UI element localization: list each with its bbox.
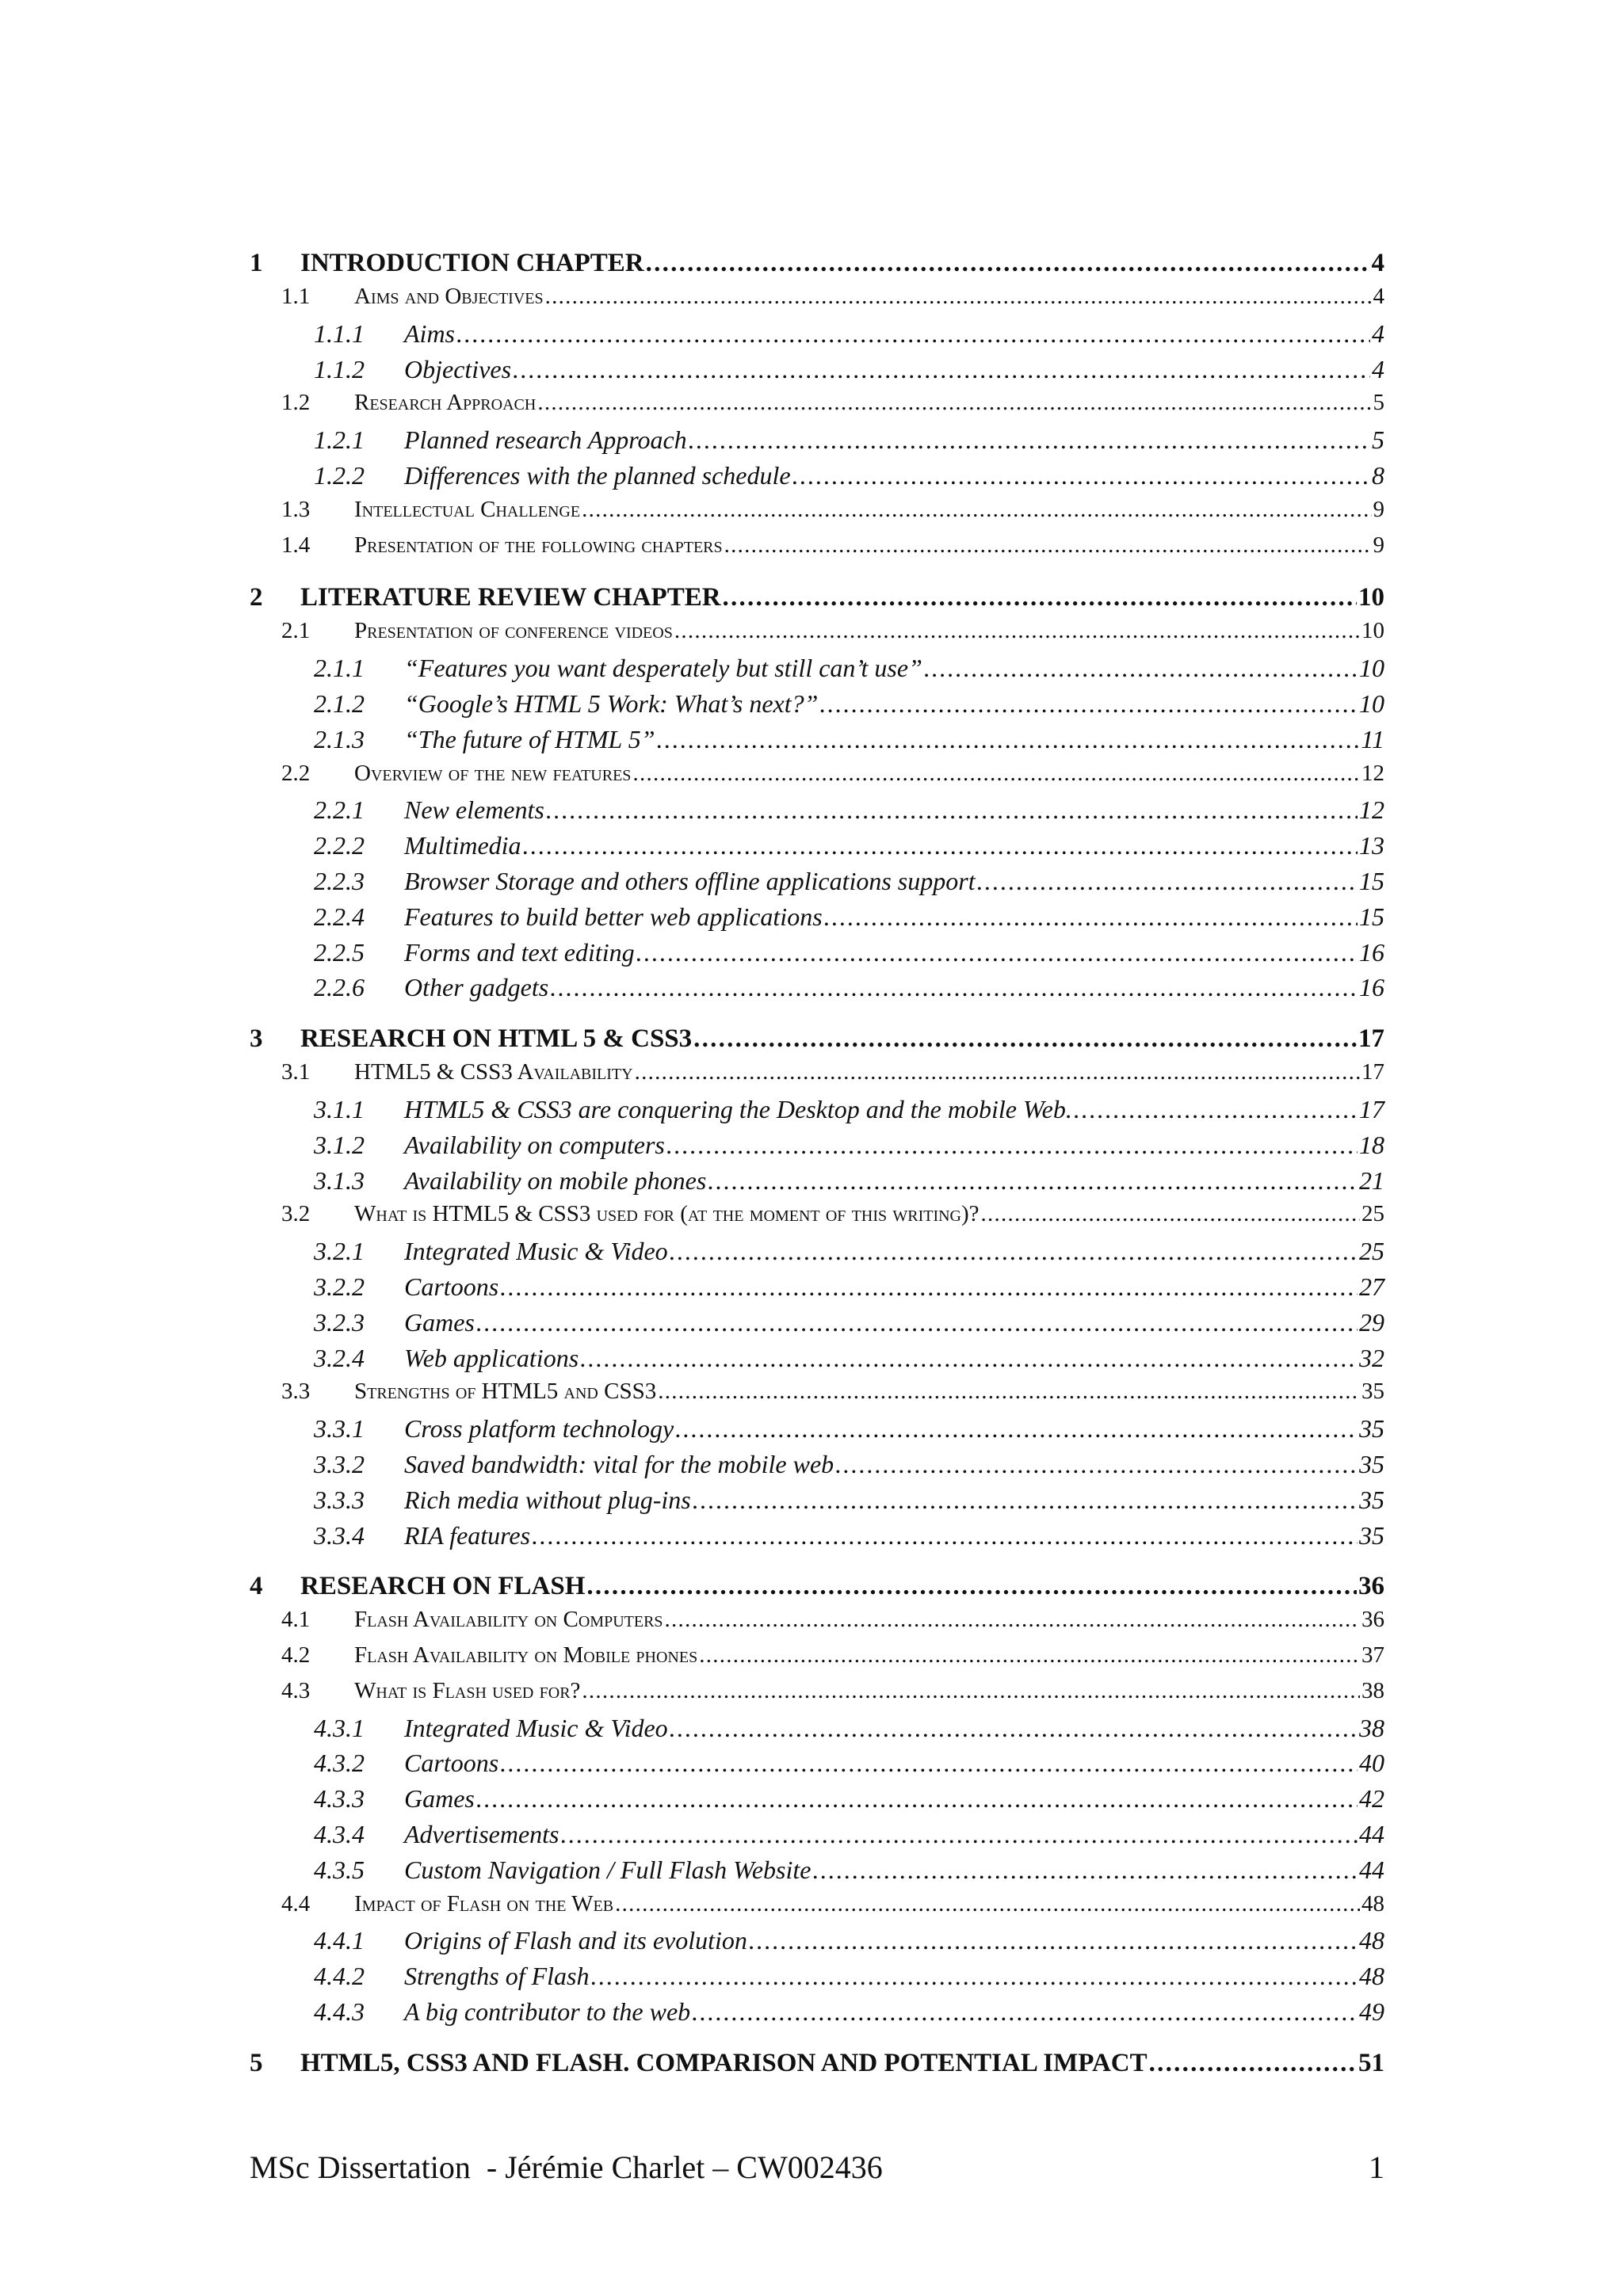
toc-entry-title: “Google’s HTML 5 Work: What’s next?” [404, 688, 819, 718]
toc-entry-page: 9 [1373, 532, 1384, 558]
toc-entry-level3[interactable] [250, 1855, 1384, 1891]
toc-entry-page: 10 [1358, 583, 1384, 612]
toc-dot-leader [977, 867, 1358, 896]
toc-entry-title: Custom Navigation / Full Flash Website [404, 1855, 812, 1884]
toc-entry-level3[interactable] [250, 355, 1384, 391]
toc-entry-number: 4.4 [281, 1890, 311, 1917]
toc-entry-page: 10 [1361, 618, 1384, 644]
toc-entry-title: HTML5 & CSS3 Availability [354, 1059, 633, 1085]
toc-dot-leader [537, 390, 1371, 416]
toc-entry-title: Browser Storage and others offline applications support [404, 866, 976, 895]
toc-entry-number: 1.2.1 [314, 425, 365, 455]
toc-entry-page: 38 [1359, 1713, 1384, 1742]
toc-entry-title: HTML5 & CSS3 are conquering the Desktop and the mobile Web. [404, 1094, 1072, 1123]
toc-entry-level3[interactable] [250, 461, 1384, 497]
toc-entry-level3[interactable] [250, 725, 1384, 761]
toc-entry-page: 13 [1359, 831, 1384, 860]
toc-entry-number: 1.1.1 [314, 318, 365, 348]
toc-entry-page: 35 [1359, 1449, 1384, 1478]
toc-entry-title: Presentation of the following chapters [354, 532, 723, 558]
toc-entry-title: Strengths of HTML5 and CSS3 [354, 1379, 657, 1405]
toc-entry-level2[interactable] [250, 1059, 1384, 1095]
toc-entry-title: Objectives [404, 354, 512, 383]
toc-dot-leader [646, 249, 1370, 278]
toc-entry-level3[interactable] [250, 1749, 1384, 1784]
toc-entry-level3[interactable] [250, 1095, 1384, 1131]
toc-entry-number: 3.2.1 [314, 1237, 365, 1266]
toc-entry-title: Availability on computers [404, 1130, 665, 1159]
toc-entry-title: Overview of the new features [354, 760, 632, 786]
toc-entry-number: 4.4.3 [314, 1997, 365, 2027]
toc-entry-level3[interactable] [250, 1450, 1384, 1486]
toc-entry-title: What is Flash used for? [354, 1677, 581, 1703]
toc-entry-title: Advertisements [404, 1820, 559, 1849]
toc-dot-leader [666, 1131, 1358, 1160]
toc-entry-level3[interactable] [250, 1308, 1384, 1344]
toc-entry-title: Web applications [404, 1343, 579, 1372]
toc-entry-title: Impact of Flash on the Web [354, 1890, 614, 1917]
toc-entry-number: 3.1.3 [314, 1165, 365, 1195]
toc-entry-title: Strengths of Flash [404, 1962, 590, 1991]
toc-entry-page: 9 [1373, 496, 1384, 522]
toc-entry-page: 36 [1361, 1607, 1384, 1633]
toc-entry-title: “The future of HTML 5” [404, 724, 655, 753]
toc-entry-title: Cartoons [404, 1272, 499, 1301]
toc-entry-title: Availability on mobile phones [404, 1165, 707, 1195]
toc-dot-leader [532, 1521, 1358, 1550]
toc-entry-title: RESEARCH ON HTML 5 & CSS3 [300, 1024, 693, 1054]
toc-entry-level1[interactable] [250, 2049, 1384, 2084]
toc-entry-level3[interactable] [250, 831, 1384, 867]
toc-dot-leader [835, 1450, 1358, 1479]
toc-entry-title: Aims [404, 318, 455, 348]
toc-entry-page: 48 [1359, 1926, 1384, 1955]
toc-entry-page: 51 [1358, 2048, 1384, 2077]
toc-dot-leader [824, 902, 1358, 932]
toc-entry-page: 17 [1358, 1024, 1384, 1054]
toc-entry-title: Differences with the planned schedule [404, 460, 791, 490]
toc-entry-level3[interactable] [250, 795, 1384, 831]
toc-entry-page: 17 [1359, 1094, 1384, 1123]
toc-entry-page: 35 [1359, 1414, 1384, 1444]
toc-dot-leader [513, 355, 1370, 384]
toc-entry-page: 10 [1359, 688, 1384, 718]
toc-entry-level2[interactable] [250, 284, 1384, 319]
toc-entry-page: 35 [1359, 1520, 1384, 1550]
toc-entry-page: 27 [1359, 1272, 1384, 1301]
toc-entry-number: 3.3.4 [314, 1520, 365, 1550]
toc-dot-leader [1149, 2049, 1357, 2078]
toc-entry-level2[interactable] [250, 390, 1384, 425]
toc-entry-page: 18 [1359, 1130, 1384, 1159]
toc-entry-page: 37 [1361, 1642, 1384, 1669]
toc-dot-leader [819, 689, 1358, 719]
toc-entry-title: “Features you want desperately but still can’t use” [404, 654, 922, 683]
toc-entry-level3[interactable] [250, 689, 1384, 725]
toc-entry-title: Features to build better web applications [404, 902, 823, 931]
toc-entry-number: 4.3.4 [314, 1820, 365, 1849]
toc-entry-title: Cartoons [404, 1749, 499, 1778]
toc-entry-number: 2.1.2 [314, 688, 365, 718]
toc-entry-level3[interactable] [250, 1237, 1384, 1272]
toc-entry-level3[interactable] [250, 1131, 1384, 1166]
toc-entry-number: 2.2.5 [314, 937, 365, 967]
toc-dot-leader [523, 831, 1358, 860]
toc-dot-leader [723, 583, 1357, 612]
toc-entry-title: Rich media without plug-ins [404, 1485, 691, 1514]
toc-entry-number: 3.2.4 [314, 1343, 365, 1372]
toc-entry-number: 3.3 [281, 1379, 311, 1405]
toc-entry-page: 25 [1361, 1201, 1384, 1227]
toc-dot-leader [749, 1926, 1358, 1955]
toc-entry-title: Other gadgets [404, 973, 549, 1002]
toc-entry-number: 4.4.1 [314, 1926, 365, 1955]
toc-entry-number: 3.3.1 [314, 1414, 365, 1444]
toc-entry-number: 3.1.1 [314, 1094, 365, 1123]
toc-entry-level3[interactable] [250, 425, 1384, 461]
toc-entry-level2[interactable] [250, 1201, 1384, 1237]
toc-entry-title: Presentation of conference videos [354, 618, 673, 644]
toc-entry-level3[interactable] [250, 1272, 1384, 1308]
toc-entry-number: 2.2.2 [314, 831, 365, 860]
toc-entry-page: 32 [1359, 1343, 1384, 1372]
toc-dot-leader [708, 1166, 1358, 1196]
toc-entry-level3[interactable] [250, 1820, 1384, 1855]
toc-entry-level3[interactable] [250, 938, 1384, 974]
toc-entry-number: 4.2 [281, 1642, 311, 1669]
toc-entry-page: 4 [1371, 249, 1384, 277]
toc-entry-page: 17 [1361, 1059, 1384, 1085]
toc-entry-level1[interactable] [250, 583, 1384, 618]
toc-entry-title: Games [404, 1784, 475, 1814]
toc-dot-leader [670, 1237, 1358, 1266]
toc-entry-page: 16 [1359, 973, 1384, 1002]
toc-dot-leader [699, 1642, 1360, 1669]
toc-entry-number: 1.4 [281, 532, 311, 558]
toc-dot-leader [550, 973, 1358, 1002]
toc-entry-page: 35 [1361, 1379, 1384, 1405]
toc-entry-level3[interactable] [250, 902, 1384, 938]
toc-entry-number: 4.3.2 [314, 1749, 365, 1778]
toc-dot-leader [658, 1379, 1360, 1405]
toc-entry-number: 1.2 [281, 390, 311, 416]
toc-entry-number: 3.2 [281, 1201, 311, 1227]
toc-entry-page: 12 [1359, 795, 1384, 825]
toc-entry-title: Flash Availability on Computers [354, 1607, 663, 1633]
toc-entry-number: 2.1.1 [314, 654, 365, 683]
toc-entry-title: HTML5, CSS3 AND FLASH. COMPARISON AND POTENTIAL IMPACT [300, 2048, 1148, 2077]
toc-entry-page: 40 [1359, 1749, 1384, 1778]
toc-entry-number: 3.2.2 [314, 1272, 365, 1301]
toc-dot-leader [586, 1572, 1357, 1601]
toc-entry-number: 1.1 [281, 284, 311, 309]
toc-dot-leader [476, 1308, 1358, 1337]
toc-entry-number: 5 [250, 2048, 263, 2077]
toc-entry-level3[interactable] [250, 1166, 1384, 1202]
toc-entry-level2[interactable] [250, 1678, 1384, 1714]
toc-entry-page: 44 [1359, 1855, 1384, 1884]
toc-dot-leader [546, 795, 1358, 825]
toc-entry-page: 25 [1359, 1237, 1384, 1266]
toc-dot-leader [689, 425, 1370, 455]
toc-entry-page: 21 [1359, 1165, 1384, 1195]
toc-entry-title: Research Approach [354, 390, 537, 416]
toc-entry-number: 2.2.4 [314, 902, 365, 931]
toc-entry-number: 4.3.3 [314, 1784, 365, 1814]
toc-dot-leader [582, 1678, 1360, 1704]
toc-entry-page: 11 [1361, 724, 1384, 753]
toc-dot-leader [924, 654, 1358, 683]
toc-entry-level2[interactable] [250, 1607, 1384, 1642]
toc-entry-page: 15 [1359, 902, 1384, 931]
toc-entry-page: 48 [1361, 1890, 1384, 1917]
toc-entry-number: 4.3.5 [314, 1855, 365, 1884]
toc-entry-level3[interactable] [250, 319, 1384, 355]
toc-entry-number: 2 [250, 583, 263, 612]
toc-dot-leader [693, 1024, 1357, 1054]
toc-entry-page: 5 [1373, 390, 1384, 416]
toc-entry-level3[interactable] [250, 654, 1384, 689]
toc-dot-leader [590, 1962, 1358, 1991]
toc-entry-level3[interactable] [250, 1926, 1384, 1962]
toc-entry-title: LITERATURE REVIEW CHAPTER [300, 583, 721, 612]
toc-entry-page: 48 [1359, 1962, 1384, 1991]
toc-entry-title: What is HTML5 & CSS3 used for (at the moment of this writing)? [354, 1201, 980, 1227]
toc-entry-title: Multimedia [404, 831, 521, 860]
toc-dot-leader [476, 1784, 1358, 1814]
toc-entry-title: Saved bandwidth: vital for the mobile web [404, 1449, 834, 1478]
footer-text: MSc Dissertation - Jérémie Charlet – CW002436 [250, 2149, 883, 2185]
toc-entry-title: Flash Availability on Mobile phones [354, 1642, 698, 1669]
toc-entry-page: 38 [1361, 1677, 1384, 1703]
table-of-contents [250, 249, 1384, 2084]
toc-dot-leader [561, 1820, 1358, 1849]
toc-entry-number: 3 [250, 1024, 263, 1054]
toc-entry-level3[interactable] [250, 1344, 1384, 1379]
toc-entry-number: 4.3 [281, 1677, 311, 1703]
toc-entry-number: 3.1 [281, 1059, 311, 1085]
toc-entry-title: Forms and text editing [404, 937, 635, 967]
toc-entry-page: 44 [1359, 1820, 1384, 1849]
toc-entry-title: RIA features [404, 1520, 531, 1550]
toc-entry-page: 5 [1372, 425, 1384, 455]
toc-entry-level3[interactable] [250, 1962, 1384, 1997]
toc-entry-number: 1 [250, 249, 263, 277]
toc-entry-level3[interactable] [250, 1784, 1384, 1820]
toc-entry-number: 3.2.3 [314, 1307, 365, 1337]
toc-entry-page: 35 [1359, 1485, 1384, 1514]
toc-entry-number: 2.2 [281, 760, 311, 786]
toc-dot-leader [674, 618, 1360, 644]
toc-entry-level2[interactable] [250, 1379, 1384, 1414]
toc-entry-page: 4 [1372, 354, 1384, 383]
toc-entry-level3[interactable] [250, 1521, 1384, 1557]
toc-entry-number: 3.3.3 [314, 1485, 365, 1514]
toc-entry-level1[interactable] [250, 1572, 1384, 1607]
toc-dot-leader [635, 1059, 1360, 1085]
toc-entry-level3[interactable] [250, 1486, 1384, 1521]
toc-dot-leader [1074, 1095, 1358, 1124]
toc-entry-title: RESEARCH ON FLASH [300, 1572, 586, 1601]
toc-entry-title: Planned research Approach [404, 425, 687, 455]
toc-entry-number: 3.1.2 [314, 1130, 365, 1159]
toc-dot-leader [456, 319, 1370, 349]
toc-entry-level2[interactable] [250, 618, 1384, 654]
toc-entry-level1[interactable] [250, 1024, 1384, 1059]
toc-dot-leader [615, 1891, 1360, 1917]
toc-entry-number: 2.1 [281, 618, 311, 644]
toc-entry-page: 4 [1373, 284, 1384, 309]
toc-entry-number: 4.3.1 [314, 1713, 365, 1742]
toc-entry-number: 2.2.3 [314, 866, 365, 895]
toc-dot-leader [636, 938, 1358, 967]
page-footer [250, 2149, 1384, 2186]
toc-entry-level2[interactable] [250, 497, 1384, 532]
toc-entry-number: 1.2.2 [314, 460, 365, 490]
toc-dot-leader [665, 1607, 1360, 1633]
toc-entry-level2[interactable] [250, 1642, 1384, 1678]
toc-entry-title: Cross platform technology [404, 1414, 674, 1444]
toc-dot-leader [580, 1344, 1358, 1373]
toc-entry-title: Integrated Music & Video [404, 1237, 668, 1266]
toc-dot-leader [812, 1855, 1358, 1885]
toc-dot-leader [657, 725, 1360, 754]
toc-entry-page: 12 [1361, 760, 1384, 786]
toc-entry-level3[interactable] [250, 867, 1384, 902]
toc-entry-page: 49 [1359, 1997, 1384, 2027]
toc-entry-number: 4.1 [281, 1607, 311, 1633]
toc-dot-leader [692, 1997, 1358, 2027]
toc-entry-level3[interactable] [250, 1414, 1384, 1450]
toc-entry-level3[interactable] [250, 1997, 1384, 2033]
toc-entry-number: 2.2.6 [314, 973, 365, 1002]
toc-entry-level2[interactable] [250, 532, 1384, 568]
toc-entry-page: 10 [1359, 654, 1384, 683]
toc-entry-title: INTRODUCTION CHAPTER [300, 249, 644, 277]
toc-entry-level1[interactable] [250, 249, 1384, 284]
toc-entry-number: 2.1.3 [314, 724, 365, 753]
toc-dot-leader [670, 1714, 1358, 1743]
toc-entry-level3[interactable] [250, 973, 1384, 1009]
toc-entry-number: 4.4.2 [314, 1962, 365, 1991]
toc-entry-title: Integrated Music & Video [404, 1713, 668, 1742]
toc-entry-title: Intellectual Challenge [354, 496, 581, 522]
toc-entry-page: 16 [1359, 937, 1384, 967]
toc-entry-number: 1.3 [281, 496, 311, 522]
toc-dot-leader [792, 461, 1370, 490]
toc-dot-leader [545, 284, 1372, 310]
toc-dot-leader [724, 532, 1372, 559]
toc-entry-level2[interactable] [250, 1891, 1384, 1927]
footer-page-number: 1 [1369, 2149, 1384, 2185]
toc-entry-number: 4 [250, 1572, 263, 1601]
toc-entry-title: Origins of Flash and its evolution [404, 1926, 747, 1955]
toc-entry-page: 15 [1359, 866, 1384, 895]
toc-entry-number: 3.3.2 [314, 1449, 365, 1478]
toc-entry-page: 4 [1372, 318, 1384, 348]
toc-dot-leader [981, 1201, 1360, 1227]
toc-dot-leader [582, 497, 1371, 523]
toc-dot-leader [500, 1272, 1358, 1302]
toc-entry-page: 8 [1372, 460, 1384, 490]
toc-dot-leader [500, 1749, 1358, 1778]
toc-entry-title: Games [404, 1307, 475, 1337]
toc-dot-leader [693, 1486, 1358, 1515]
toc-entry-number: 2.2.1 [314, 795, 365, 825]
toc-entry-number: 1.1.2 [314, 354, 365, 383]
toc-entry-page: 29 [1359, 1307, 1384, 1337]
toc-dot-leader [632, 761, 1360, 787]
toc-entry-level2[interactable] [250, 761, 1384, 796]
toc-dot-leader [675, 1414, 1358, 1444]
toc-entry-title: A big contributor to the web [404, 1997, 691, 2027]
toc-entry-title: Aims and Objectives [354, 284, 544, 309]
toc-entry-page: 36 [1358, 1572, 1384, 1601]
toc-entry-title: New elements [404, 795, 544, 825]
toc-entry-level3[interactable] [250, 1714, 1384, 1749]
toc-entry-page: 42 [1359, 1784, 1384, 1814]
